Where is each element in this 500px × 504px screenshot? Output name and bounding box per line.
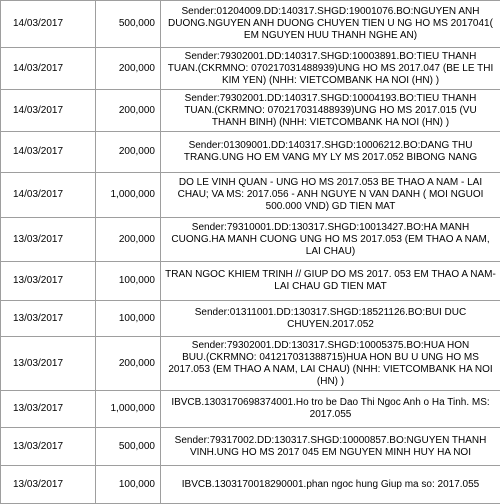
date-cell: 13/03/2017 — [1, 262, 96, 301]
description-cell — [161, 391, 500, 428]
description-line: TRAN NGOC KHIEM TRINH // GIUP DO MS 2017. 053 EM THAO A NAM- — [163, 269, 498, 281]
table-row — [1, 262, 500, 301]
amount-cell: 1,000,000 — [96, 173, 161, 218]
table-row — [1, 48, 500, 90]
description-line: BUU.(CKRMNO: 041217031388715)HUA HON BU U UNG HO MS — [163, 352, 498, 364]
table-row — [1, 90, 500, 132]
description-line: TUAN.(CKRMNO: 070217031488939)UNG HO MS 2017.015 (VU — [163, 105, 498, 117]
description-cell — [161, 132, 500, 173]
description-line: 500.000 VND) GD TIEN MAT — [163, 201, 498, 213]
amount-cell: 500,000 — [96, 428, 161, 466]
amount-cell: 200,000 — [96, 132, 161, 173]
description-line: CHUYEN.2017.052 — [163, 319, 498, 331]
amount-cell: 200,000 — [96, 218, 161, 262]
date-cell: 13/03/2017 — [1, 466, 96, 504]
description-line: TRANG.UNG HO EM VANG MY LY MS 2017.052 BIBONG NANG — [163, 152, 498, 164]
date-cell: 14/03/2017 — [1, 173, 96, 218]
description-line: 2017.055 — [163, 409, 498, 421]
amount-cell: 100,000 — [96, 466, 161, 504]
description-line: LAI CHAU) — [163, 246, 498, 258]
amount-cell: 100,000 — [96, 301, 161, 337]
description-line: DUONG.NGUYEN ANH DUONG CHUYEN TIEN U NG HO MS 2017041( — [163, 18, 498, 30]
description-line: EM NGUYEN HUU THANH NGHE AN) — [163, 30, 498, 42]
description-cell — [161, 1, 500, 48]
amount-cell: 500,000 — [96, 1, 161, 48]
date-cell: 13/03/2017 — [1, 391, 96, 428]
description-line: LAI CHAU GD TIEN MAT — [163, 281, 498, 293]
amount-cell: 200,000 — [96, 90, 161, 132]
description-line: TUAN.(CKRMNO: 070217031488939)UNG HO MS 2017.047 (BE LE THI — [163, 63, 498, 75]
description-line: KIM YEN) (NHH: VIETCOMBANK HA NOI (HN) ) — [163, 75, 498, 87]
description-line: DO LE VINH QUAN - UNG HO MS 2017.053 BE THAO A NAM - LAI — [163, 177, 498, 189]
description-line: Sender:79317002.DD:130317.SHGD:10000857.BO:NGUYEN THANH — [163, 435, 498, 447]
description-line: Sender:01311001.DD:130317.SHGD:18521126.BO:BUI DUC — [163, 307, 498, 319]
description-cell — [161, 173, 500, 218]
date-cell: 14/03/2017 — [1, 1, 96, 48]
date-cell: 14/03/2017 — [1, 132, 96, 173]
description-cell — [161, 218, 500, 262]
table-row — [1, 301, 500, 337]
description-cell — [161, 262, 500, 301]
amount-cell: 100,000 — [96, 262, 161, 301]
description-line: THANH BINH) (NHH: VIETCOMBANK HA NOI (HN) ) — [163, 117, 498, 129]
description-line: Sender:79302001.DD:140317.SHGD:10003891.BO:TIEU THANH — [163, 51, 498, 63]
description-line: CHAU; VA MS: 2017.056 - ANH NGUYE N VAN DANH ( MOI NGUOI — [163, 189, 498, 201]
description-line: IBVCB.1303170698374001.Ho tro be Dao Thi Ngoc Anh o Ha Tinh. MS: — [163, 397, 498, 409]
amount-cell: 200,000 — [96, 48, 161, 90]
description-cell — [161, 90, 500, 132]
amount-cell: 200,000 — [96, 337, 161, 391]
description-cell — [161, 48, 500, 90]
date-cell: 13/03/2017 — [1, 218, 96, 262]
description-line: Sender:01309001.DD:140317.SHGD:10006212.BO:DANG THU — [163, 140, 498, 152]
table-row — [1, 173, 500, 218]
description-cell — [161, 337, 500, 391]
description-cell — [161, 301, 500, 337]
description-line: 2017.053 (EM THAO A NAM, LAI CHAU) (NHH: VIETCOMBANK HA NOI — [163, 364, 498, 376]
date-cell: 13/03/2017 — [1, 337, 96, 391]
description-line: CUONG.HA MANH CUONG UNG HO MS 2017.053 (EM THAO A NAM, — [163, 234, 498, 246]
description-line: IBVCB.1303170018290001.phan ngoc hung Giup ma so: 2017.055 — [163, 479, 498, 491]
date-cell: 14/03/2017 — [1, 48, 96, 90]
table-row — [1, 337, 500, 391]
table-row — [1, 1, 500, 48]
description-line: VINH.UNG HO MS 2017 045 EM NGUYEN MINH HUY HA NOI — [163, 447, 498, 459]
donation-table-body — [1, 1, 500, 504]
date-cell: 14/03/2017 — [1, 90, 96, 132]
description-line: Sender:79310001.DD:130317.SHGD:10013427.BO:HA MANH — [163, 222, 498, 234]
date-cell: 13/03/2017 — [1, 301, 96, 337]
description-line: Sender:79302001.DD:130317.SHGD:10005375.BO:HUA HON — [163, 340, 498, 352]
date-cell: 13/03/2017 — [1, 428, 96, 466]
description-line: Sender:01204009.DD:140317.SHGD:19001076.BO:NGUYEN ANH — [163, 6, 498, 18]
description-line: (HN) ) — [163, 376, 498, 388]
description-cell — [161, 428, 500, 466]
table-row — [1, 466, 500, 504]
amount-cell: 1,000,000 — [96, 391, 161, 428]
table-row — [1, 218, 500, 262]
table-row — [1, 391, 500, 428]
table-row — [1, 428, 500, 466]
description-line: Sender:79302001.DD:140317.SHGD:10004193.BO:TIEU THANH — [163, 93, 498, 105]
description-cell — [161, 466, 500, 504]
table-row — [1, 132, 500, 173]
